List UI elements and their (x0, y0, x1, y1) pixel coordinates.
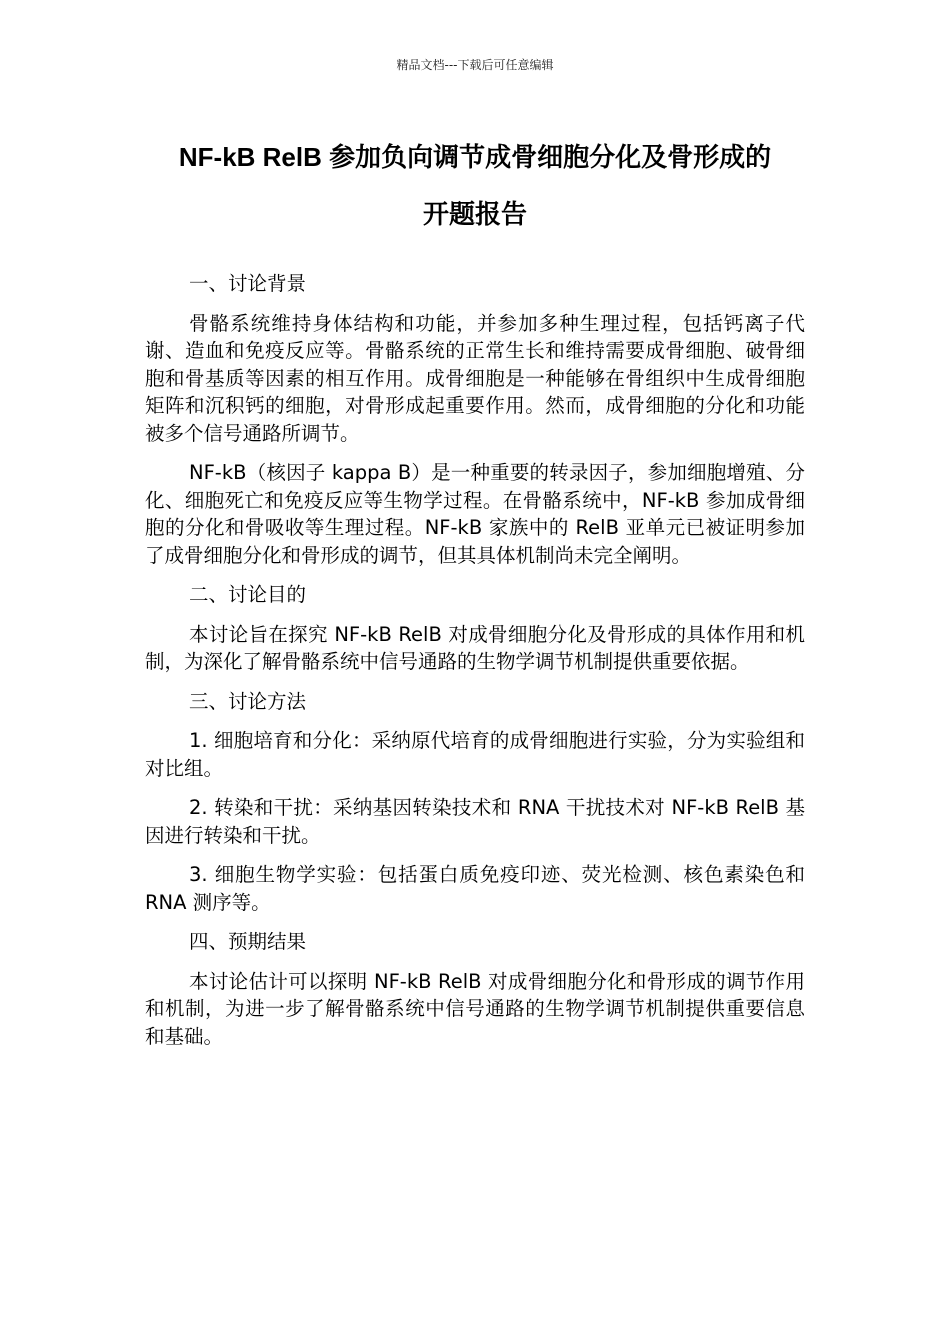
paragraph-background-1: 骨骼系统维持身体结构和功能，并参加多种生理过程，包括钙离子代谢、造血和免疫反应等。骨骼系统的正常生长和维持需要成骨细胞、破骨细胞和骨基质等因素的相互作用。成骨细胞是一种能够在骨组织中生成骨细胞矩阵和沉积钙的细胞，对骨形成起重要作用。然而，成骨细胞的分化和功能被多个信号通路所调节。 (145, 311, 805, 445)
document-title-line-1: NF-kB RelB 参加负向调节成骨细胞分化及骨形成的 (178, 142, 772, 172)
paragraph-expected-results-1: 本讨论估计可以探明 NF-kB RelB 对成骨细胞分化和骨形成的调节作用和机制，为进一步了解骨骼系统中信号通路的生物学调节机制提供重要信息和基础。 (145, 969, 805, 1048)
document-body (145, 270, 805, 1062)
section-heading-background: 一、讨论背景 (189, 272, 307, 295)
paragraph-method-1: 1. 细胞培育和分化：采纳原代培育的成骨细胞进行实验，分为实验组和对比组。 (145, 729, 805, 780)
document-title-line-2: 开题报告 (422, 199, 527, 229)
section-heading-purpose: 二、讨论目的 (189, 583, 307, 606)
section-heading-methods: 三、讨论方法 (189, 689, 307, 713)
section-heading-expected-results: 四、预期结果 (189, 930, 307, 953)
paragraph-method-3: 3. 细胞生物学实验：包括蛋白质免疫印迹、荧光检测、核色素染色和 RNA 测序等。 (145, 863, 805, 914)
paragraph-background-2: NF-kB（核因子 kappa B）是一种重要的转录因子，参加细胞增殖、分化、细胞死亡和免疫反应等生物学过程。在骨骼系统中，NF-kB 参加成骨细胞的分化和骨吸收等生理过程。NF-kB 家族中的 RelB 亚单元已被证明参加了成骨细胞分化和骨形成的调节，但其具体机制尚未完全阐明。 (145, 461, 805, 567)
paragraph-method-2: 2. 转染和干扰：采纳基因转染技术和 RNA 干扰技术对 NF-kB RelB 基因进行转染和干扰。 (145, 796, 805, 847)
header-note: 精品文档---下载后可任意编辑 (396, 58, 554, 72)
paragraph-purpose-1: 本讨论旨在探究 NF-kB RelB 对成骨细胞分化及骨形成的具体作用和机制，为深化了解骨骼系统中信号通路的生物学调节机制提供重要依据。 (145, 622, 805, 673)
